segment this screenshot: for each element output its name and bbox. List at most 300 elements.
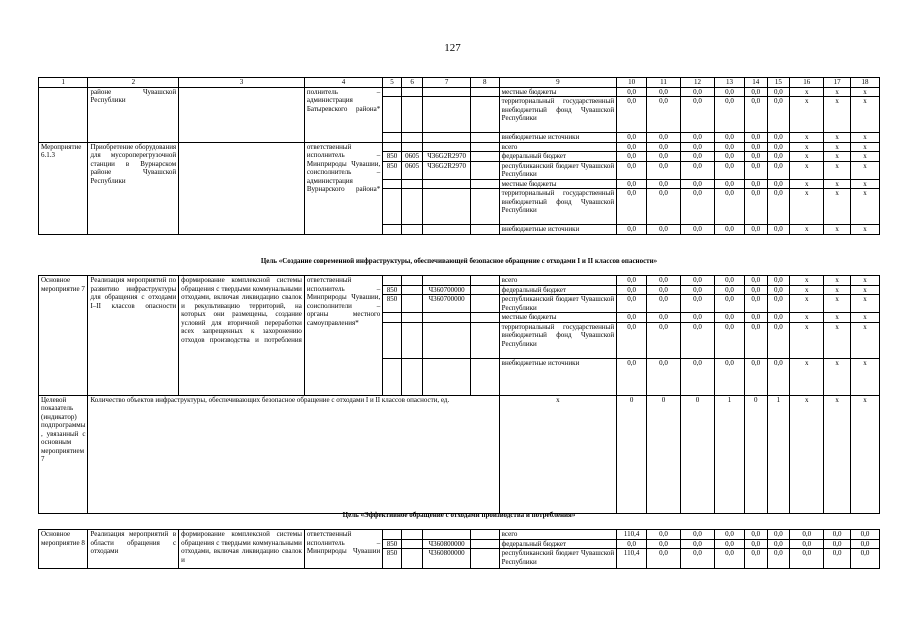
- grbs-code-cell: 850: [383, 295, 402, 313]
- responsible-cell: [39, 87, 88, 142]
- column-header: 16: [790, 78, 824, 88]
- target-article-cell: [423, 189, 470, 225]
- value-cell: 0,0: [790, 530, 824, 540]
- value-cell: 0,0: [767, 285, 790, 295]
- table-cell: [401, 549, 423, 569]
- table-cell: [470, 322, 499, 358]
- value-cell: 0,0: [715, 539, 745, 549]
- value-cell: 0,0: [681, 189, 715, 225]
- grbs-code-cell: 850: [383, 549, 402, 569]
- value-cell: 0,0: [617, 322, 647, 358]
- event-name-cell: Реализация мероприятий в области обращения с отходами: [88, 530, 179, 569]
- target-article-cell: [423, 313, 470, 323]
- value-cell: 0,0: [767, 152, 790, 162]
- value-cell: 0,0: [744, 549, 767, 569]
- section-code-cell: [401, 179, 423, 189]
- indicator-label-cell: Целевой показатель (индикатор) подпрограммы, увязанный с основным мероприятием 7: [39, 395, 88, 513]
- value-cell: 0,0: [744, 358, 767, 395]
- grbs-code-cell: 850: [383, 161, 402, 179]
- value-cell: x: [851, 295, 880, 313]
- value-cell: 0,0: [715, 549, 745, 569]
- value-cell: x: [851, 285, 880, 295]
- value-cell: 0,0: [715, 276, 745, 286]
- value-cell: 0,0: [744, 161, 767, 179]
- table-cell: [423, 133, 470, 143]
- value-cell: 0,0: [647, 189, 681, 225]
- funding-source-cell: республиканский бюджет Чувашской Республики: [499, 161, 616, 179]
- funding-source-cell: местные бюджеты: [499, 313, 616, 323]
- table-cell: [470, 133, 499, 143]
- value-cell: 0,0: [647, 358, 681, 395]
- indicator-value-cell: x: [790, 395, 824, 513]
- value-cell: 0,0: [681, 225, 715, 235]
- target-article-cell: [423, 322, 470, 358]
- value-cell: 0,0: [715, 87, 745, 97]
- value-cell: 0,0: [715, 133, 745, 143]
- event-id-cell: Основное мероприятие 7: [39, 276, 88, 396]
- result-cell: формирование комплексной системы обращения с твердыми коммунальными отходами, включая ликвидацию свалок и: [179, 530, 305, 569]
- event-name-cell: районе Чувашской Республики: [88, 87, 179, 142]
- table-cell: [401, 97, 423, 133]
- funding-source-cell: территориальный государственный внебюджетный фонд Чувашской Республики: [499, 189, 616, 225]
- value-cell: x: [851, 97, 880, 133]
- value-cell: 0,0: [647, 225, 681, 235]
- table-row: [39, 87, 880, 97]
- value-cell: 0,0: [744, 142, 767, 152]
- value-cell: x: [824, 133, 851, 143]
- table-row: [39, 142, 880, 152]
- funding-source-cell: республиканский бюджет Чувашской Республики: [499, 549, 616, 569]
- target-article-cell: Ч36G2R2970: [423, 161, 470, 179]
- value-cell: 0,0: [767, 549, 790, 569]
- table-cell: [423, 97, 470, 133]
- value-cell: 0,0: [767, 161, 790, 179]
- value-cell: 0,0: [744, 285, 767, 295]
- value-cell: x: [790, 142, 824, 152]
- event-id-cell: Мероприятие 6.1.3: [39, 142, 88, 234]
- indicator-value-cell: 0: [617, 395, 647, 513]
- table-row: [39, 276, 880, 286]
- value-cell: 0,0: [681, 549, 715, 569]
- grbs-code-cell: [383, 358, 402, 395]
- value-cell: 0,0: [681, 295, 715, 313]
- budget-table-part-1: [38, 77, 880, 235]
- value-cell: 0,0: [744, 189, 767, 225]
- value-cell: 0,0: [767, 189, 790, 225]
- result-cell: формирование комплексной системы обращения с твердыми коммунальными отходами, включая ликвидацию свалок и рекультивацию территорий, на которых они размещены, создание условий для вторичной переработки всех запрещенных к захоронению отходов производства и потребления: [179, 276, 305, 396]
- value-cell: 0,0: [647, 142, 681, 152]
- indicator-value-cell: 0: [744, 395, 767, 513]
- value-cell: 0,0: [851, 530, 880, 540]
- column-header: 7: [423, 78, 470, 88]
- value-cell: 0,0: [744, 295, 767, 313]
- funding-source-cell: внебюджетные источники: [499, 358, 616, 395]
- value-cell: 0,0: [617, 161, 647, 179]
- executor-cell: полнитель – администрация Батыревского района*: [304, 87, 382, 142]
- table-cell: [401, 87, 423, 97]
- table-cell: [470, 179, 499, 189]
- value-cell: 0,0: [744, 225, 767, 235]
- value-cell: 0,0: [767, 276, 790, 286]
- value-cell: 0,0: [617, 539, 647, 549]
- value-cell: 0,0: [617, 97, 647, 133]
- column-header: 4: [304, 78, 382, 88]
- target-article-cell: [423, 276, 470, 286]
- table-cell: [470, 276, 499, 286]
- column-header: 18: [851, 78, 880, 88]
- section-code-cell: [401, 225, 423, 235]
- funding-source-cell: федеральный бюджет: [499, 152, 616, 162]
- table-cell: [470, 161, 499, 179]
- value-cell: x: [851, 358, 880, 395]
- target-article-cell: Ч360800000: [423, 549, 470, 569]
- value-cell: x: [790, 87, 824, 97]
- table-cell: [383, 133, 402, 143]
- value-cell: 0,0: [647, 133, 681, 143]
- value-cell: x: [790, 276, 824, 286]
- table-cell: [470, 142, 499, 152]
- value-cell: x: [824, 179, 851, 189]
- column-header: 8: [470, 78, 499, 88]
- value-cell: x: [851, 225, 880, 235]
- indicator-value-cell: 0: [681, 395, 715, 513]
- value-cell: 0,0: [647, 313, 681, 323]
- funding-source-cell: всего: [499, 276, 616, 286]
- value-cell: x: [851, 87, 880, 97]
- value-cell: 0,0: [681, 530, 715, 540]
- grbs-code-cell: 850: [383, 285, 402, 295]
- grbs-code-cell: [383, 276, 402, 286]
- value-cell: 0,0: [647, 285, 681, 295]
- value-cell: 0,0: [617, 152, 647, 162]
- value-cell: 0,0: [715, 285, 745, 295]
- value-cell: 0,0: [715, 295, 745, 313]
- value-cell: 0,0: [647, 87, 681, 97]
- value-cell: x: [824, 161, 851, 179]
- column-header: 9: [499, 78, 616, 88]
- value-cell: x: [824, 295, 851, 313]
- event-name-cell: Приобретение оборудования для мусороперегрузочной станции в Вурнарском районе Чувашской Республики: [88, 142, 179, 234]
- value-cell: x: [851, 179, 880, 189]
- target-article-cell: [423, 530, 470, 540]
- value-cell: x: [824, 285, 851, 295]
- table-cell: [401, 295, 423, 313]
- event-name-cell: Реализация мероприятий по развитию инфраструктуры для обращения с отходами I–II классов опасности: [88, 276, 179, 396]
- column-header: 6: [401, 78, 423, 88]
- table-cell: [401, 133, 423, 143]
- value-cell: 0,0: [647, 179, 681, 189]
- value-cell: 0,0: [767, 225, 790, 235]
- value-cell: 0,0: [681, 142, 715, 152]
- value-cell: x: [790, 285, 824, 295]
- value-cell: x: [851, 161, 880, 179]
- target-article-cell: [423, 225, 470, 235]
- value-cell: 0,0: [681, 313, 715, 323]
- value-cell: 0,0: [790, 549, 824, 569]
- funding-source-cell: внебюджетные источники: [499, 133, 616, 143]
- value-cell: 0,0: [744, 539, 767, 549]
- grbs-code-cell: [383, 179, 402, 189]
- value-cell: x: [790, 152, 824, 162]
- section-code-cell: [401, 142, 423, 152]
- value-cell: 0,0: [681, 152, 715, 162]
- table-cell: [401, 530, 423, 540]
- value-cell: x: [824, 276, 851, 286]
- table-cell: [401, 322, 423, 358]
- section-code-cell: 0605: [401, 152, 423, 162]
- value-cell: x: [790, 225, 824, 235]
- table-cell: [470, 549, 499, 569]
- value-cell: 0,0: [617, 142, 647, 152]
- column-header: 3: [179, 78, 305, 88]
- funding-source-cell: республиканский бюджет Чувашской Республики: [499, 295, 616, 313]
- column-header: 15: [767, 78, 790, 88]
- value-cell: x: [824, 313, 851, 323]
- value-cell: 110,4: [617, 549, 647, 569]
- value-cell: 0,0: [767, 530, 790, 540]
- value-cell: 0,0: [744, 97, 767, 133]
- section-code-cell: [401, 189, 423, 225]
- indicator-value-cell: x: [824, 395, 851, 513]
- value-cell: 0,0: [681, 87, 715, 97]
- value-cell: x: [790, 358, 824, 395]
- value-cell: 0,0: [681, 285, 715, 295]
- value-cell: 0,0: [767, 142, 790, 152]
- table-cell: [470, 87, 499, 97]
- value-cell: 0,0: [767, 295, 790, 313]
- value-cell: x: [790, 295, 824, 313]
- funding-source-cell: территориальный государственный внебюджетный фонд Чувашской Республики: [499, 322, 616, 358]
- value-cell: x: [824, 322, 851, 358]
- indicator-value-cell: 1: [767, 395, 790, 513]
- page-number: 127: [444, 42, 461, 54]
- funding-source-cell: федеральный бюджет: [499, 539, 616, 549]
- column-header: 11: [647, 78, 681, 88]
- table-cell: [470, 358, 499, 395]
- value-cell: 0,0: [715, 152, 745, 162]
- table-cell: [401, 285, 423, 295]
- result-cell: [179, 87, 305, 142]
- value-cell: 0,0: [647, 295, 681, 313]
- funding-source-cell: федеральный бюджет: [499, 285, 616, 295]
- value-cell: 0,0: [681, 358, 715, 395]
- funding-source-cell: территориальный государственный внебюджетный фонд Чувашской Республики: [499, 97, 616, 133]
- table-cell: [383, 87, 402, 97]
- table-cell: [401, 313, 423, 323]
- grbs-code-cell: [383, 189, 402, 225]
- value-cell: x: [824, 189, 851, 225]
- value-cell: x: [790, 97, 824, 133]
- grbs-code-cell: [383, 225, 402, 235]
- value-cell: 0,0: [824, 530, 851, 540]
- value-cell: 0,0: [617, 276, 647, 286]
- table-cell: [470, 295, 499, 313]
- value-cell: 0,0: [767, 179, 790, 189]
- value-cell: 0,0: [681, 539, 715, 549]
- funding-source-cell: местные бюджеты: [499, 179, 616, 189]
- value-cell: 110,4: [617, 530, 647, 540]
- value-cell: x: [824, 87, 851, 97]
- value-cell: x: [790, 322, 824, 358]
- value-cell: 0,0: [647, 549, 681, 569]
- value-cell: 0,0: [851, 549, 880, 569]
- funding-source-cell: местные бюджеты: [499, 87, 616, 97]
- value-cell: 0,0: [744, 152, 767, 162]
- value-cell: 0,0: [617, 358, 647, 395]
- target-article-cell: [423, 179, 470, 189]
- value-cell: 0,0: [744, 530, 767, 540]
- value-cell: x: [851, 152, 880, 162]
- value-cell: 0,0: [617, 313, 647, 323]
- value-cell: 0,0: [767, 97, 790, 133]
- grbs-code-cell: [383, 530, 402, 540]
- value-cell: 0,0: [715, 225, 745, 235]
- executor-cell: ответственный исполнитель – Минприроды Чувашии, соисполнители – органы местного самоуправления*: [304, 276, 382, 396]
- value-cell: x: [851, 276, 880, 286]
- funding-source-cell: внебюджетные источники: [499, 225, 616, 235]
- column-header: 12: [681, 78, 715, 88]
- value-cell: 0,0: [617, 295, 647, 313]
- value-cell: 0,0: [744, 179, 767, 189]
- value-cell: 0,0: [715, 322, 745, 358]
- column-header: 1: [39, 78, 88, 88]
- table-cell: [401, 539, 423, 549]
- column-header: 13: [715, 78, 745, 88]
- value-cell: 0,0: [767, 133, 790, 143]
- column-header: 17: [824, 78, 851, 88]
- value-cell: 0,0: [617, 189, 647, 225]
- column-header: 14: [744, 78, 767, 88]
- table-cell: [470, 530, 499, 540]
- table-cell: [401, 276, 423, 286]
- value-cell: x: [824, 97, 851, 133]
- column-header: 2: [88, 78, 179, 88]
- value-cell: 0,0: [617, 179, 647, 189]
- value-cell: 0,0: [681, 322, 715, 358]
- value-cell: 0,0: [681, 179, 715, 189]
- indicator-value-cell: x: [499, 395, 616, 513]
- grbs-code-cell: [383, 142, 402, 152]
- executor-cell: ответственный исполнитель – Минприроды Чувашии: [304, 530, 382, 569]
- value-cell: 0,0: [681, 276, 715, 286]
- table-cell: [470, 152, 499, 162]
- value-cell: 0,0: [681, 161, 715, 179]
- table-row: [39, 530, 880, 540]
- value-cell: 0,0: [647, 161, 681, 179]
- target-article-cell: Ч360700000: [423, 295, 470, 313]
- table-cell: [383, 97, 402, 133]
- grbs-code-cell: [383, 313, 402, 323]
- funding-source-cell: всего: [499, 530, 616, 540]
- value-cell: 0,0: [715, 161, 745, 179]
- value-cell: 0,0: [647, 530, 681, 540]
- table-cell: [401, 358, 423, 395]
- value-cell: 0,0: [617, 87, 647, 97]
- table-cell: [470, 97, 499, 133]
- value-cell: 0,0: [744, 133, 767, 143]
- value-cell: 0,0: [824, 549, 851, 569]
- value-cell: 0,0: [767, 358, 790, 395]
- target-article-cell: [423, 142, 470, 152]
- value-cell: 0,0: [767, 87, 790, 97]
- value-cell: 0,0: [617, 285, 647, 295]
- grbs-code-cell: [383, 322, 402, 358]
- value-cell: 0,0: [715, 189, 745, 225]
- target-article-cell: Ч360800000: [423, 539, 470, 549]
- value-cell: 0,0: [824, 539, 851, 549]
- value-cell: 0,0: [681, 133, 715, 143]
- value-cell: x: [824, 142, 851, 152]
- value-cell: x: [790, 133, 824, 143]
- value-cell: 0,0: [647, 322, 681, 358]
- indicator-value-cell: 1: [715, 395, 745, 513]
- value-cell: x: [851, 189, 880, 225]
- value-cell: 0,0: [767, 539, 790, 549]
- column-header: 5: [383, 78, 402, 88]
- value-cell: x: [851, 133, 880, 143]
- value-cell: x: [790, 189, 824, 225]
- value-cell: 0,0: [617, 225, 647, 235]
- target-article-cell: [423, 358, 470, 395]
- indicator-text-cell: Количество объектов инфраструктуры, обеспечивающих безопасное обращение с отходами I и II классов опасности, ед.: [88, 395, 499, 513]
- value-cell: 0,0: [647, 152, 681, 162]
- table-row: [39, 395, 880, 513]
- value-cell: 0,0: [767, 313, 790, 323]
- goal-heading-2: Цель «Эффективное обращение с отходами производства и потребления»: [342, 511, 576, 519]
- grbs-code-cell: 850: [383, 539, 402, 549]
- value-cell: x: [851, 142, 880, 152]
- value-cell: x: [824, 152, 851, 162]
- value-cell: 0,0: [715, 530, 745, 540]
- value-cell: 0,0: [744, 87, 767, 97]
- value-cell: x: [790, 179, 824, 189]
- target-article-cell: Ч360700000: [423, 285, 470, 295]
- value-cell: x: [851, 313, 880, 323]
- value-cell: x: [790, 313, 824, 323]
- table-cell: [470, 313, 499, 323]
- goal-heading-1: Цель «Создание современной инфраструктуры, обеспечивающей безопасное обращение с отходами I и II классов опасности»: [260, 257, 658, 265]
- target-article-cell: Ч36G2R2970: [423, 152, 470, 162]
- grbs-code-cell: 850: [383, 152, 402, 162]
- value-cell: 0,0: [790, 539, 824, 549]
- value-cell: x: [824, 358, 851, 395]
- value-cell: 0,0: [715, 97, 745, 133]
- table-row: [39, 78, 880, 88]
- value-cell: 0,0: [744, 322, 767, 358]
- value-cell: 0,0: [715, 358, 745, 395]
- value-cell: 0,0: [647, 539, 681, 549]
- funding-source-cell: всего: [499, 142, 616, 152]
- value-cell: x: [851, 322, 880, 358]
- value-cell: 0,0: [715, 313, 745, 323]
- table-cell: [470, 225, 499, 235]
- value-cell: 0,0: [647, 97, 681, 133]
- budget-table-part-2: [38, 275, 880, 514]
- table-cell: [423, 87, 470, 97]
- budget-table-part-3: [38, 529, 880, 569]
- indicator-value-cell: 0: [647, 395, 681, 513]
- column-header: 10: [617, 78, 647, 88]
- result-cell: [179, 142, 305, 234]
- event-id-cell: Основное мероприятие 8: [39, 530, 88, 569]
- value-cell: 0,0: [715, 179, 745, 189]
- section-code-cell: 0605: [401, 161, 423, 179]
- value-cell: x: [790, 161, 824, 179]
- value-cell: 0,0: [744, 313, 767, 323]
- value-cell: 0,0: [617, 133, 647, 143]
- indicator-value-cell: x: [851, 395, 880, 513]
- value-cell: 0,0: [715, 142, 745, 152]
